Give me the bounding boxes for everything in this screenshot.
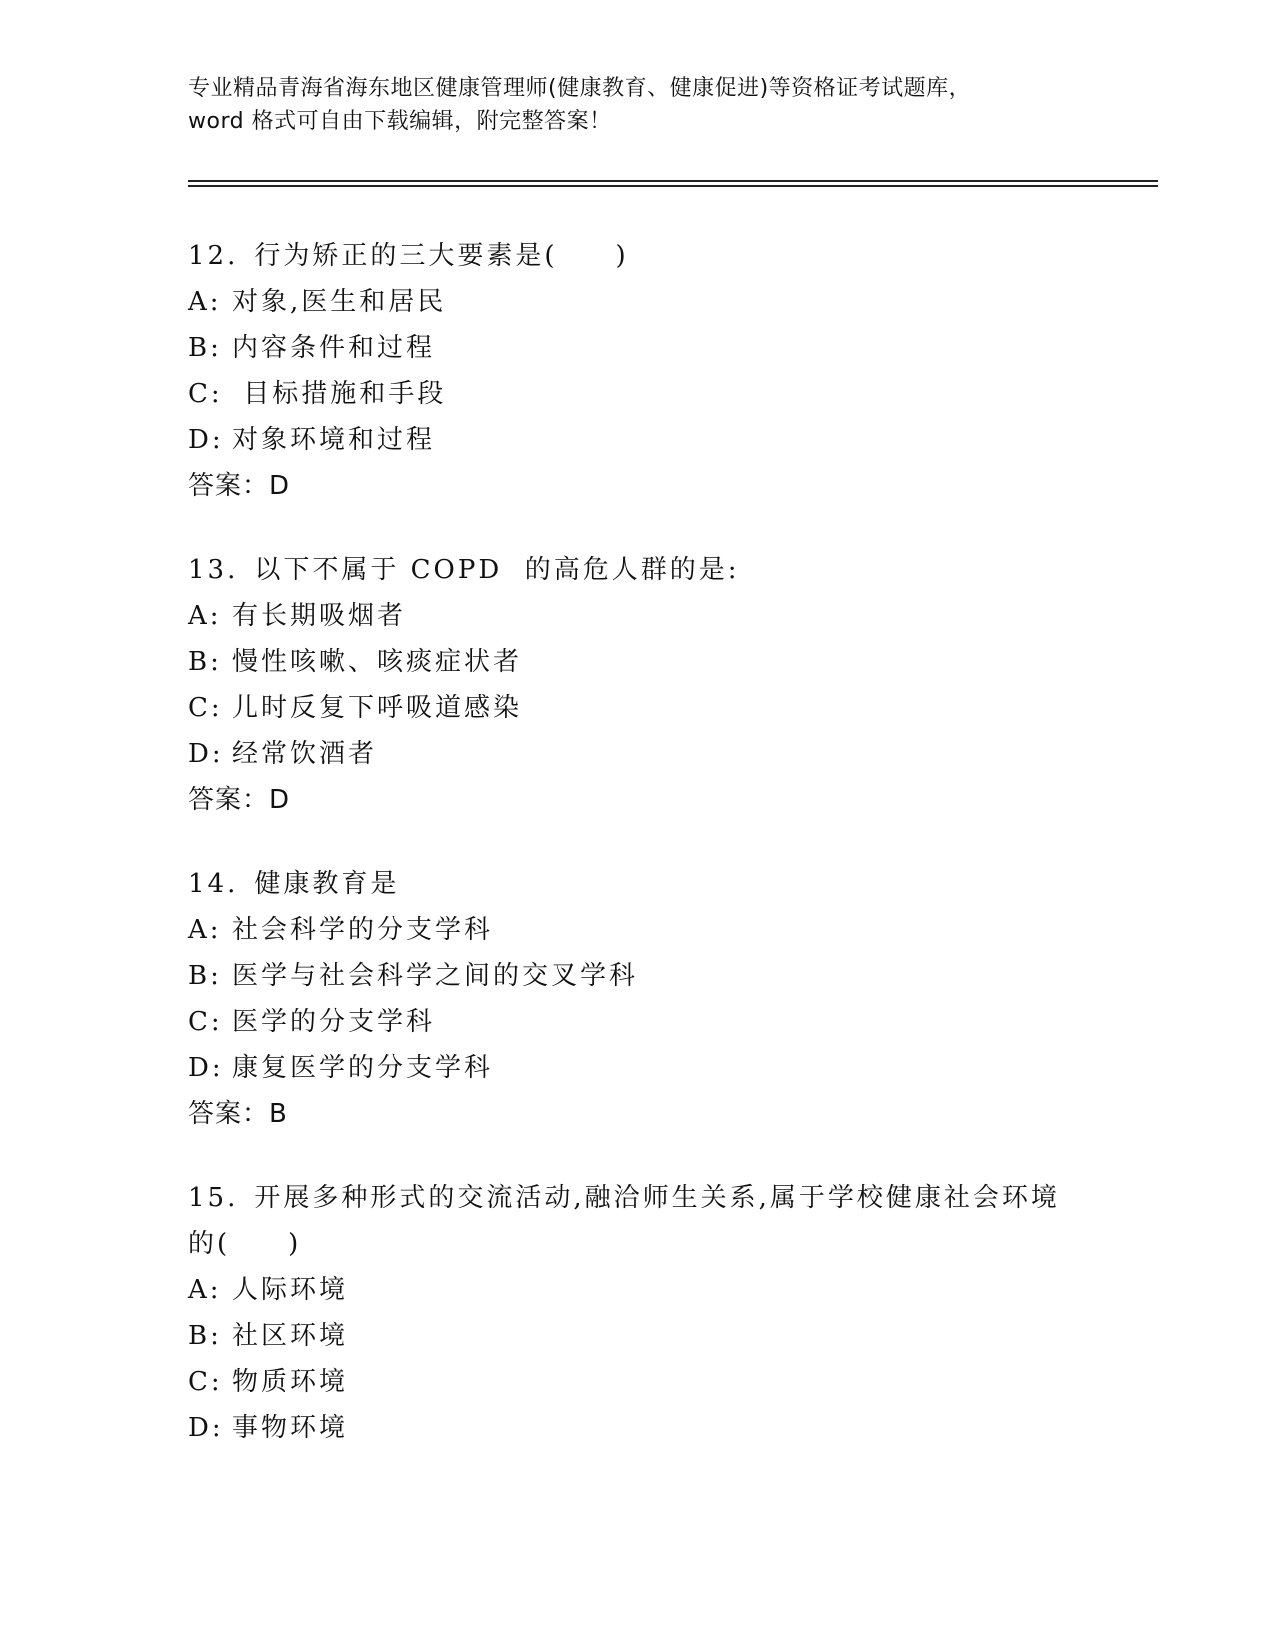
header-divider-bottom xyxy=(188,185,1158,187)
question-number: 12. xyxy=(188,241,239,271)
option-text: 社区环境 xyxy=(232,1321,349,1351)
option-d xyxy=(188,417,1088,463)
option-text: 康复医学的分支学科 xyxy=(232,1053,494,1083)
question-12 xyxy=(188,233,1088,509)
question-number: 14. xyxy=(188,869,239,899)
option-letter: D: xyxy=(188,1413,224,1443)
question-text: 健康教育是 xyxy=(254,869,400,899)
option-text: 社会科学的分支学科 xyxy=(232,915,494,945)
option-text: 慢性咳嗽、咳痰症状者 xyxy=(232,647,523,677)
option-letter: B: xyxy=(188,647,222,677)
option-b xyxy=(188,1313,1088,1359)
question-stem xyxy=(188,233,1088,279)
option-text: 物质环境 xyxy=(232,1367,349,1397)
option-text: 目标措施和手段 xyxy=(232,379,447,409)
option-b xyxy=(188,953,1088,999)
option-d xyxy=(188,1045,1088,1091)
option-letter: D: xyxy=(188,739,224,769)
question-stem xyxy=(188,1175,1088,1221)
question-13 xyxy=(188,547,1088,823)
option-letter: C: xyxy=(188,1007,223,1037)
option-letter: B: xyxy=(188,961,222,991)
option-letter: C: xyxy=(188,379,223,409)
option-text: 医学与社会科学之间的交叉学科 xyxy=(232,961,639,991)
question-15 xyxy=(188,1175,1088,1451)
option-text: 内容条件和过程 xyxy=(232,333,436,363)
option-letter: A: xyxy=(188,915,222,945)
option-a xyxy=(188,907,1088,953)
option-c xyxy=(188,1359,1088,1405)
option-text: 事物环境 xyxy=(232,1413,349,1443)
answer-line: 答案：D xyxy=(188,785,291,815)
option-text: 对象环境和过程 xyxy=(232,425,436,455)
header-line-1: 专业精品青海省海东地区健康管理师(健康教育、健康促进)等资格证考试题库， xyxy=(188,76,972,101)
header-divider-top xyxy=(188,180,1158,182)
question-stem xyxy=(188,547,1088,593)
option-a xyxy=(188,593,1088,639)
option-text: 对象,医生和居民 xyxy=(232,287,447,317)
header-line-2: word 格式可自由下载编辑，附完整答案！ xyxy=(188,109,612,134)
option-a xyxy=(188,1267,1088,1313)
question-text: 开展多种形式的交流活动,融洽师生关系,属于学校健康社会环境 xyxy=(254,1183,1060,1213)
answer-line: 答案：D xyxy=(188,471,291,501)
option-text: 医学的分支学科 xyxy=(232,1007,436,1037)
option-letter: C: xyxy=(188,693,223,723)
option-text: 经常饮酒者 xyxy=(232,739,378,769)
option-letter: A: xyxy=(188,601,222,631)
option-a xyxy=(188,279,1088,325)
option-b xyxy=(188,325,1088,371)
option-text: 有长期吸烟者 xyxy=(232,601,407,631)
option-c xyxy=(188,371,1088,417)
question-text-continued: 的( ) xyxy=(188,1229,302,1259)
answer-line: 答案：B xyxy=(188,1099,288,1129)
question-number: 13. xyxy=(188,555,239,585)
option-c xyxy=(188,999,1088,1045)
option-letter: A: xyxy=(188,1275,222,1305)
option-b xyxy=(188,639,1088,685)
question-14 xyxy=(188,861,1088,1137)
option-letter: D: xyxy=(188,425,224,455)
option-letter: C: xyxy=(188,1367,223,1397)
document-header xyxy=(188,72,1088,138)
question-text: 行为矫正的三大要素是( ) xyxy=(254,241,629,271)
option-letter: B: xyxy=(188,1321,222,1351)
question-text: 以下不属于 COPD 的高危人群的是: xyxy=(254,555,740,585)
option-c xyxy=(188,685,1088,731)
option-text: 儿时反复下呼吸道感染 xyxy=(232,693,523,723)
question-number: 15. xyxy=(188,1183,239,1213)
question-stem xyxy=(188,861,1088,907)
option-text: 人际环境 xyxy=(232,1275,349,1305)
option-letter: A: xyxy=(188,287,222,317)
option-letter: D: xyxy=(188,1053,224,1083)
option-d xyxy=(188,731,1088,777)
question-list xyxy=(188,233,1088,1489)
option-d xyxy=(188,1405,1088,1451)
option-letter: B: xyxy=(188,333,222,363)
